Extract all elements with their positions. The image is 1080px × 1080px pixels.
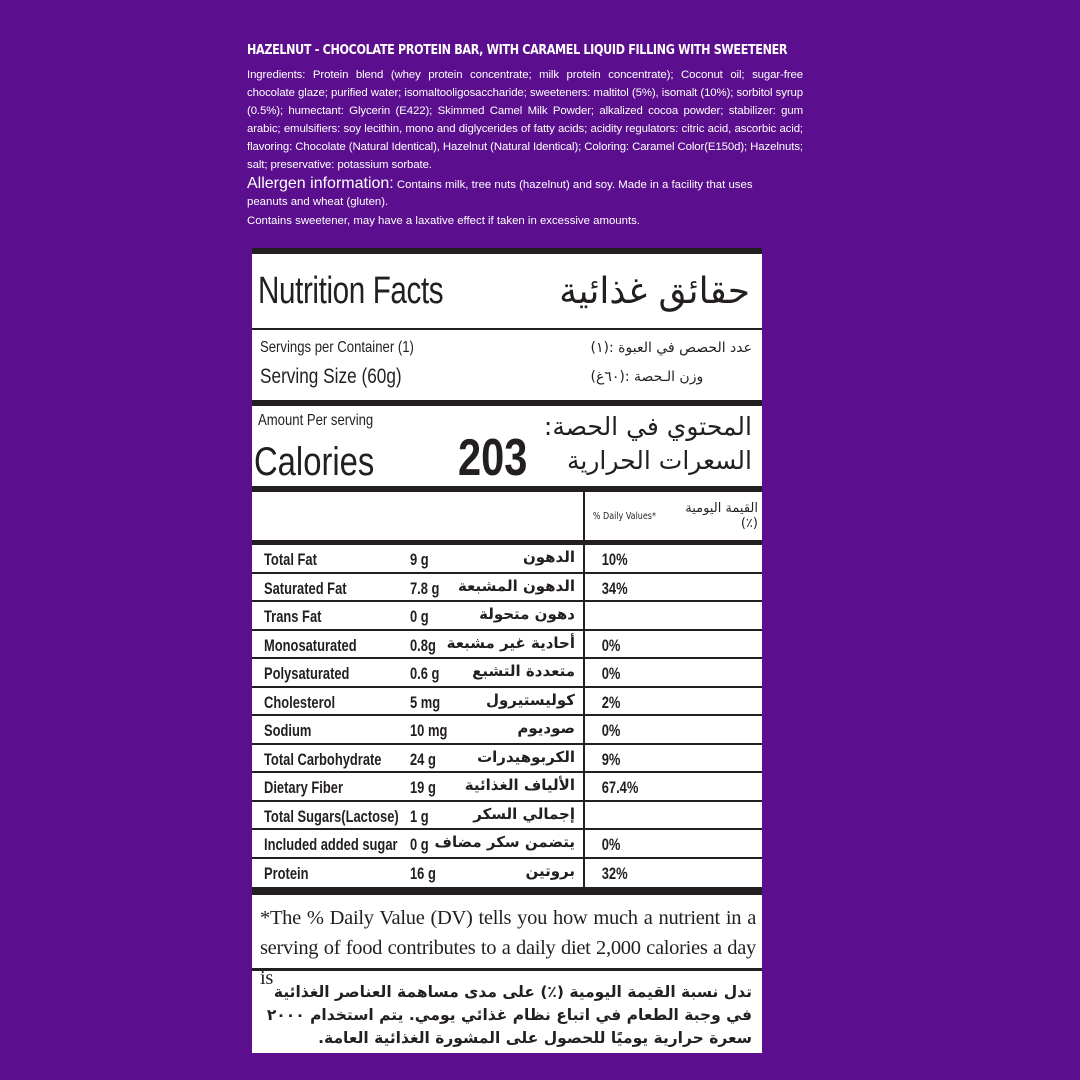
nutrient-row-trans-fat xyxy=(252,602,762,631)
serving-size-arabic: وزن الـحصة :(٦٠غ) xyxy=(590,369,704,385)
nutrient-row-total-fat xyxy=(252,545,762,574)
nutrient-amount: 0 g xyxy=(410,607,429,626)
nutrient-dv: 67.4% xyxy=(601,778,639,797)
calories-arabic-line2: السعرات الحرارية xyxy=(566,446,752,475)
sweetener-warning: Contains sweetener, may have a laxative effect if taken in excessive amounts. xyxy=(247,215,640,227)
nutrient-name-arabic: الدهون المشبعة xyxy=(457,576,575,595)
allergen-text: Contains milk, tree nuts (hazelnut) and soy. Made in a facility that uses peanuts and wheat (gluten). xyxy=(247,179,753,208)
nutrient-row-polysaturated xyxy=(252,659,762,688)
nutrient-dv: 0% xyxy=(601,721,621,740)
nutrient-amount: 9 g xyxy=(410,550,429,569)
nutrient-amount: 5 mg xyxy=(410,692,441,712)
nutrient-name: Saturated Fat xyxy=(264,578,347,598)
nutrient-name: Sodium xyxy=(264,721,312,740)
nutrient-row-added-sugar xyxy=(252,830,762,859)
amount-per-serving: Amount Per serving xyxy=(258,412,374,429)
product-title: HAZELNUT - CHOCOLATE PROTEIN BAR, WITH CARAMEL LIQUID FILLING WITH SWEETENER xyxy=(247,43,788,58)
nutrient-dv: 9% xyxy=(601,749,621,769)
nutrient-name-arabic: الدهون xyxy=(522,548,575,566)
nutrient-name-arabic: دهون متحولة xyxy=(479,605,575,623)
nutrient-name: Total Carbohydrate xyxy=(264,749,382,769)
nutrient-name-arabic: بروتين xyxy=(525,861,575,880)
nutrient-row-saturated-fat xyxy=(252,574,762,603)
nutrient-name-arabic: متعددة التشبع xyxy=(472,662,575,680)
nutrient-amount: 1 g xyxy=(410,806,429,826)
nutrient-amount: 10 mg xyxy=(410,721,448,740)
dv-header-label xyxy=(585,492,762,540)
nutrient-amount: 24 g xyxy=(410,749,436,769)
dv-header-spacer xyxy=(252,492,585,540)
calories-label: Calories xyxy=(254,440,375,484)
serving-info-english xyxy=(260,334,448,400)
servings-per-container: Servings per Container (1) xyxy=(260,339,414,356)
nutrient-name-arabic: يتضمن سكر مضاف xyxy=(434,833,575,851)
nutrient-row-protein xyxy=(252,859,762,888)
nutrient-name-arabic: صوديوم xyxy=(517,719,575,737)
nutrient-name: Dietary Fiber xyxy=(264,778,343,797)
nutrient-row-dietary-fiber xyxy=(252,773,762,802)
nutrient-amount: 0.8g xyxy=(410,635,436,655)
nutrient-row-total-carbohydrate xyxy=(252,745,762,774)
nutrient-row-total-sugars xyxy=(252,802,762,831)
calories-value: 203 xyxy=(458,429,528,487)
dv-header-arabic: القيمة اليومية (٪) xyxy=(685,501,758,531)
product-info xyxy=(247,42,803,231)
nutrient-dv xyxy=(585,602,602,629)
nutrient-name: Monosaturated xyxy=(264,635,357,655)
nutrient-amount: 7.8 g xyxy=(410,578,440,598)
nutrient-name: Cholesterol xyxy=(264,692,336,712)
calories-arabic-line1: المحتوي في الحصة: xyxy=(543,412,752,441)
nutrient-dv: 0% xyxy=(601,835,621,854)
nutrient-dv: 34% xyxy=(601,578,628,598)
nutrient-table xyxy=(252,545,762,887)
nutrient-name-arabic: الألياف الغذائية xyxy=(464,776,575,794)
nutrient-name-arabic: أحادية غير مشبعة xyxy=(446,633,575,652)
nutrient-name: Total Sugars(Lactose) xyxy=(264,806,399,826)
daily-value-header xyxy=(252,492,762,545)
nutrient-name: Included added sugar xyxy=(264,835,398,854)
nutrient-name-arabic: الكربوهيدرات xyxy=(477,747,575,766)
calories-section xyxy=(252,406,762,492)
nutrient-dv: 10% xyxy=(601,550,628,569)
nutrient-name: Total Fat xyxy=(264,550,317,569)
nutrient-amount: 0 g xyxy=(410,835,429,854)
nutrient-row-sodium xyxy=(252,716,762,745)
daily-value-footnote: *The % Daily Value (DV) tells you how much a nutrient in a serving of food contributes to a daily diet 2,000 calories a day is xyxy=(252,887,762,971)
serving-info-arabic xyxy=(591,334,752,400)
allergen-heading: Allergen information: xyxy=(247,175,394,192)
nutrient-dv: 0% xyxy=(601,664,621,683)
nutrient-dv xyxy=(585,802,602,829)
allergen-info xyxy=(247,174,767,211)
serving-size: Serving Size (60g) xyxy=(260,365,402,388)
nutrient-amount: 19 g xyxy=(410,778,436,797)
servings-per-container-arabic: عدد الحصص في العبوة :(١) xyxy=(590,340,752,356)
nutrient-name: Protein xyxy=(264,863,309,883)
nutrient-row-cholesterol xyxy=(252,688,762,717)
nutrient-dv: 0% xyxy=(601,635,621,655)
daily-value-footnote-arabic: تدل نسبة القيمة اليومية (٪) على مدى مساهمة العناصر الغذائية في وجبة الطعام في اتباع نظام غذائي يومي. يتم استخدام ٢٠٠٠ سعرة حرارية يوميًا للحصول على المشورة الغذائية العامة. xyxy=(266,983,752,1047)
nutrient-name-arabic: كوليستيرول xyxy=(485,690,575,709)
nutrient-dv: 32% xyxy=(601,863,628,883)
nutrition-facts-title-arabic: حقائق غذائية xyxy=(559,270,750,312)
calories-arabic xyxy=(544,410,752,478)
ingredients-text: Ingredients: Protein blend (whey protein concentrate; milk protein concentrate); Coconut oil; sugar-free chocolate glaze; purified water; isomaltooligosaccharide; sweeteners: maltitol (5%), isomalt (10%); sorbitol syrup (0.5%); humectant: Glycerin (E422); Skimmed Camel Milk Powder; alkalized cocoa powder; stabilizer: gum arabic; emulsifiers: soy lecithin, mono and diglycerides of fatty acids; acidity regulators: citric acid, ascorbic acid; flavoring: Chocolate (Natural Identical), Hazelnut (Natural Identical); Coloring: Caramel Color(E150d); Hazelnuts; salt; preservative: potassium sorbate. xyxy=(247,69,803,171)
nutrition-facts-title: Nutrition Facts xyxy=(258,269,444,312)
nutrient-name: Trans Fat xyxy=(264,607,322,626)
dv-header-english: % Daily Values* xyxy=(592,510,656,522)
label-title-row xyxy=(252,254,762,330)
nutrient-amount: 0.6 g xyxy=(410,664,440,683)
nutrient-name-arabic: إجمالي السكر xyxy=(473,804,575,823)
nutrient-row-monosaturated xyxy=(252,631,762,660)
nutrition-facts-label xyxy=(252,248,762,1053)
serving-info xyxy=(252,330,762,406)
nutrient-dv: 2% xyxy=(601,692,621,712)
nutrient-name: Polysaturated xyxy=(264,664,350,683)
nutrient-amount: 16 g xyxy=(410,863,436,883)
